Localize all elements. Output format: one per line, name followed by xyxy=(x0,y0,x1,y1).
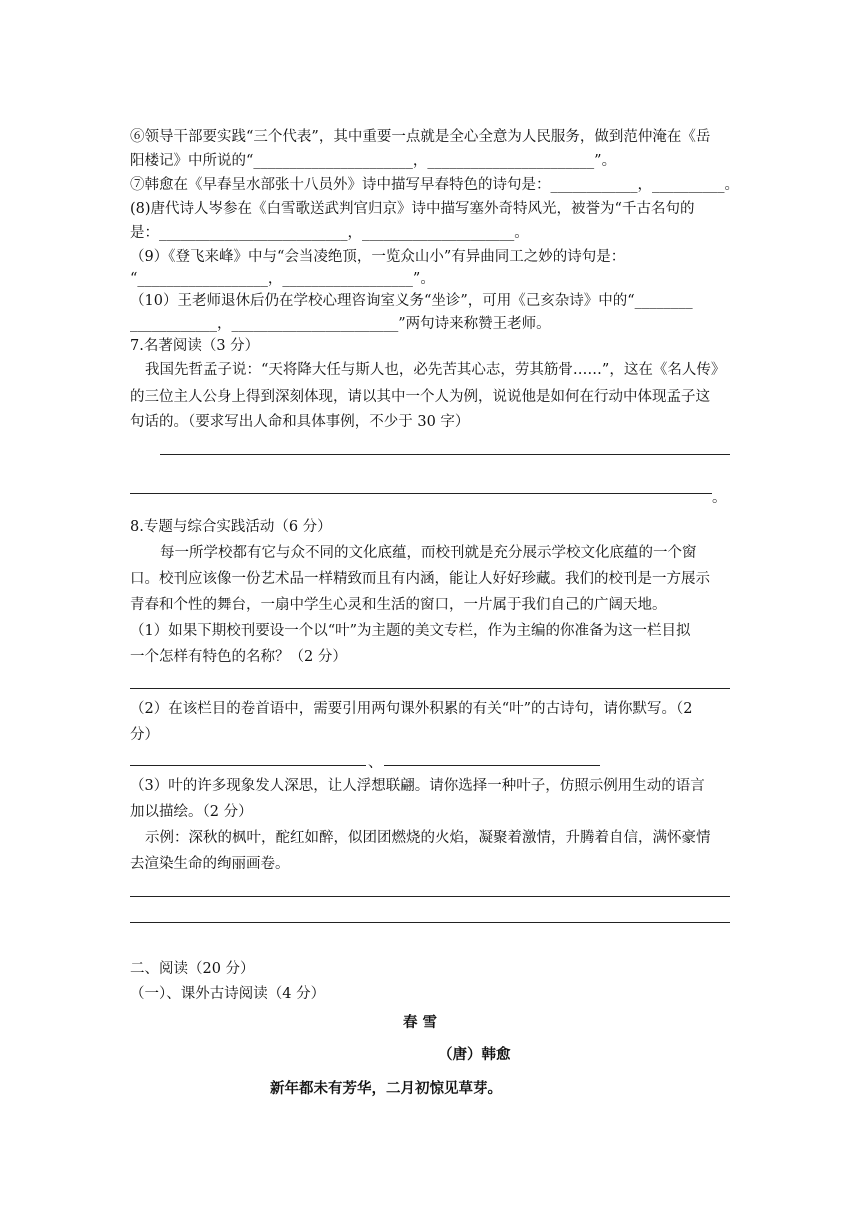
q7-end-mark: 。 xyxy=(712,490,727,506)
q7-heading: 7.名著阅读（3 分） xyxy=(130,338,260,354)
q8-example-line-1: 示例：深秋的枫叶，酡红如醉，似团团燃烧的火焰，凝聚着激情，升腾着自信，满怀豪情 xyxy=(145,830,711,846)
q8-sub2-line-1: （2）在该栏目的卷首语中，需要引用两句课外积累的有关“叶”的古诗句，请你默写。（2 xyxy=(130,701,693,717)
item-6-line-1: ⑥领导干部要实践“三个代表”，其中重要一点就是全心全意为人民服务，做到范仲淹在《岳 xyxy=(130,129,711,145)
q8-sub2-answer-line-1[interactable] xyxy=(130,765,366,766)
q7-para-line-1: 我国先哲孟子说：“天将降大任与斯人也，必先苦其心志，劳其筋骨……”，这在《名人传》 xyxy=(145,362,726,378)
item-8-line-2: 是：__________________________，_____________________。 xyxy=(130,225,529,241)
q8-example-line-2: 去渲染生命的绚丽画卷。 xyxy=(130,856,290,872)
item-10-line-1: （10）王老师退休后仍在学校心理咨询室义务“坐诊”，可用《己亥杂诗》中的“________ xyxy=(130,293,693,309)
poem-title: 春 雪 xyxy=(402,1014,438,1031)
poem-author: （唐）韩愈 xyxy=(438,1046,511,1063)
q8-sub3-line-2: 加以描绘。（2 分） xyxy=(130,804,253,820)
part2-heading: 二、阅读（20 分） xyxy=(130,961,255,977)
q8-sub1-line-1: （1）如果下期校刊要设一个以“叶”为主题的美文专栏，作为主编的你准备为这一栏目拟 xyxy=(130,623,691,639)
q8-sub3-answer-line-1[interactable] xyxy=(130,896,730,897)
q8-sub2-separator: 、 xyxy=(368,755,383,771)
q8-sub2-line-2: 分） xyxy=(130,727,159,743)
q8-intro-line-2: 口。校刊应该像一份艺术品一样精致而且有内涵，能让人好好珍藏。我们的校刊是一方展示 xyxy=(130,571,710,587)
q8-sub3-answer-line-2[interactable] xyxy=(130,922,730,923)
item-8-line-1: (8)唐代诗人岑参在《白雪歌送武判官归京》诗中描写塞外奇特风光，被誉为“千古名句的 xyxy=(130,201,695,217)
item-9-line-1: （9）《登飞来峰》中与“会当凌绝顶，一览众山小”有异曲同工之妙的诗句是： xyxy=(130,249,626,265)
q7-answer-line-1[interactable] xyxy=(160,454,730,455)
poem-line-1: 新年都未有芳华，二月初惊见草芽。 xyxy=(270,1080,502,1097)
q7-para-line-3: 句话的。（要求写出人命和具体事例，不少于 30 字） xyxy=(130,414,470,430)
part2-sub-heading: （一）、课外古诗阅读（4 分） xyxy=(130,986,326,1002)
item-7: ⑦韩愈在《早春呈水部张十八员外》诗中描写早春特色的诗句是：____________，__________。 xyxy=(130,177,739,193)
q8-intro-line-3: 青春和个性的舞台，一扇中学生心灵和生活的窗口，一片属于我们自己的广阔天地。 xyxy=(130,597,667,613)
q8-heading: 8.专题与综合实践活动（6 分） xyxy=(130,519,332,535)
q8-sub1-line-2: 一个怎样有特色的名称？（2 分） xyxy=(130,649,347,665)
q8-sub2-answer-line-2[interactable] xyxy=(384,765,600,766)
q8-sub1-answer-line[interactable] xyxy=(130,688,730,689)
item-9-line-2: “__________________，__________________”。 xyxy=(130,271,435,287)
item-6-line-2: 阳楼记》中所说的“______________________，_______________________”。 xyxy=(130,153,617,169)
item-10-line-2: ____________，_______________________”两句诗来称赞王老师。 xyxy=(130,316,551,332)
q7-para-line-2: 的三位主人公身上得到深刻体现，请以其中一个人为例，说说他是如何在行动中体现孟子这 xyxy=(130,389,710,405)
q8-intro-line-1: 每一所学校都有它与众不同的文化底蕴，而校刊就是充分展示学校文化底蕴的一个窗 xyxy=(160,545,697,561)
q7-answer-line-2[interactable] xyxy=(130,493,712,494)
q8-sub3-line-1: （3）叶的许多现象发人深思，让人浮想联翩。请你选择一种叶子，仿照示例用生动的语言 xyxy=(130,778,705,794)
